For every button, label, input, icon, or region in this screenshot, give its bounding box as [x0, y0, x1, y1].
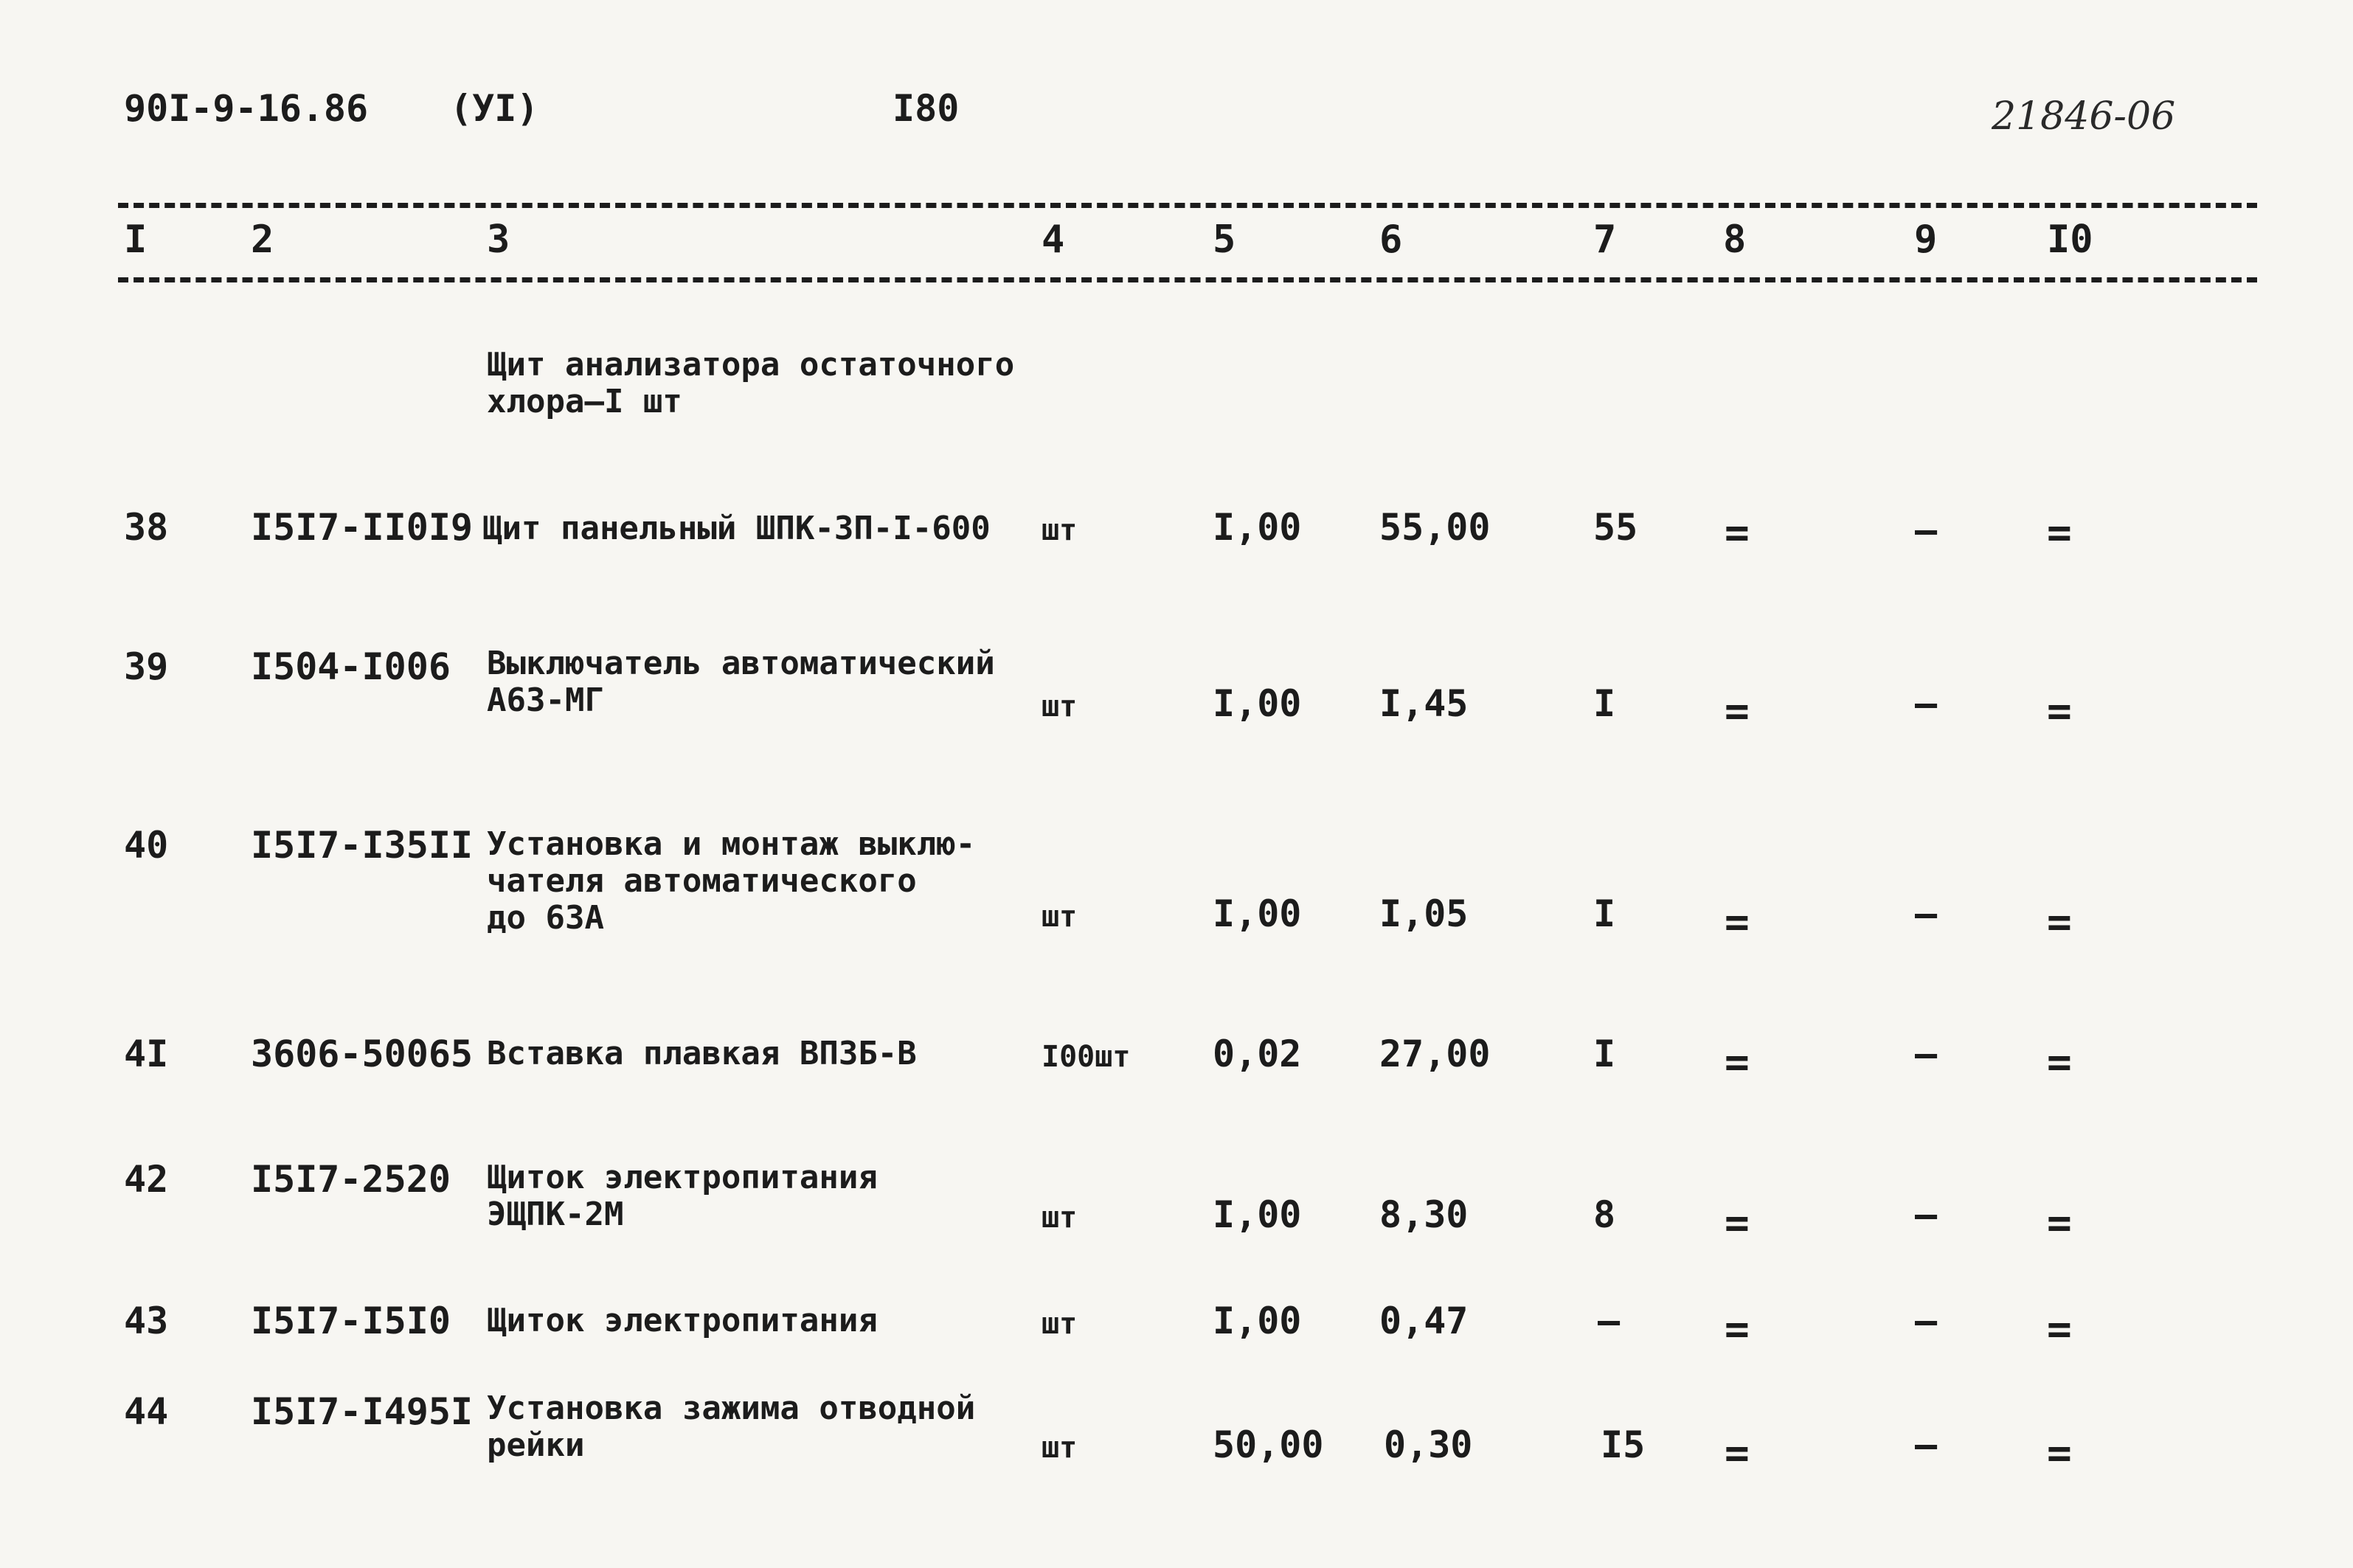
item-name: Щиток электропитания	[487, 1302, 878, 1339]
column-number-6: 6	[1379, 218, 1403, 262]
column-8-mark: =	[1725, 898, 1750, 946]
item-total: I	[1593, 892, 1616, 935]
item-code: I5I7-I495I	[251, 1390, 474, 1433]
item-quantity: 0,02	[1213, 1033, 1302, 1075]
column-8-mark: =	[1725, 1038, 1750, 1086]
header-top-rule	[118, 203, 2257, 208]
item-total: I	[1593, 682, 1616, 725]
column-8-mark: =	[1725, 1199, 1750, 1247]
document-code: 90I-9-16.86	[124, 87, 369, 130]
item-price: 55,00	[1379, 506, 1491, 549]
item-quantity: I,00	[1213, 682, 1302, 725]
item-name: Щиток электропитания ЭЩПК-2М	[487, 1159, 878, 1233]
document-part: (УI)	[450, 87, 539, 130]
item-price: 0,30	[1384, 1423, 1473, 1466]
column-number-7: 7	[1593, 218, 1617, 262]
item-code: I5I7-2520	[251, 1158, 451, 1201]
item-quantity: I,00	[1213, 1193, 1302, 1236]
column-number-2: 2	[251, 218, 274, 262]
row-number: 39	[124, 645, 169, 688]
column-8-mark: =	[1725, 509, 1750, 557]
column-8-mark: =	[1725, 1305, 1750, 1353]
item-name: Щит панельный ШПК-ЗП-I-600	[482, 510, 991, 547]
page-number: I80	[893, 87, 960, 130]
item-name: Выключатель автоматический А63-МГ	[487, 645, 995, 719]
section-title: Щит анализатора остаточного хлора–I шт	[487, 346, 1015, 420]
item-unit: I00шт	[1042, 1040, 1131, 1074]
column-number-1: I	[124, 218, 148, 262]
column-10-mark: =	[2047, 898, 2072, 946]
item-code: I5I7-I35II	[251, 824, 474, 867]
column-10-mark: =	[2047, 1199, 2072, 1247]
column-number-8: 8	[1723, 218, 1747, 262]
item-code: I504-I006	[251, 645, 451, 688]
item-total: –	[1598, 1300, 1621, 1342]
row-number: 43	[124, 1300, 169, 1342]
column-9-mark: –	[1915, 1300, 1938, 1342]
row-number: 40	[124, 824, 169, 867]
item-total: I	[1593, 1033, 1616, 1075]
item-total: 8	[1593, 1193, 1616, 1236]
column-10-mark: =	[2047, 1429, 2072, 1477]
header-bottom-rule	[118, 277, 2257, 282]
column-9-mark: –	[1915, 1193, 1938, 1236]
column-10-mark: =	[2047, 1038, 2072, 1086]
item-price: I,45	[1379, 682, 1469, 725]
column-number-5: 5	[1213, 218, 1236, 262]
item-name: Вставка плавкая ВП3Б-В	[487, 1035, 917, 1072]
column-8-mark: =	[1725, 687, 1750, 735]
row-number: 4I	[124, 1033, 169, 1075]
item-price: I,05	[1379, 892, 1469, 935]
column-8-mark: =	[1725, 1429, 1750, 1477]
item-unit: шт	[1042, 1431, 1078, 1465]
item-unit: шт	[1042, 900, 1078, 934]
column-number-3: 3	[487, 218, 510, 262]
item-unit: шт	[1042, 1201, 1078, 1235]
column-9-mark: –	[1915, 1423, 1938, 1466]
row-number: 44	[124, 1390, 169, 1433]
item-unit: шт	[1042, 690, 1078, 724]
item-quantity: I,00	[1213, 1300, 1302, 1342]
row-number: 38	[124, 506, 169, 549]
column-number-4: 4	[1042, 218, 1065, 262]
item-quantity: 50,00	[1213, 1423, 1324, 1466]
item-total: 55	[1593, 506, 1638, 549]
item-quantity: I,00	[1213, 892, 1302, 935]
item-price: 0,47	[1379, 1300, 1469, 1342]
column-number-10: I0	[2047, 218, 2093, 262]
column-10-mark: =	[2047, 509, 2072, 557]
column-10-mark: =	[2047, 1305, 2072, 1353]
column-9-mark: –	[1915, 682, 1938, 725]
column-9-mark: –	[1915, 509, 1938, 552]
item-quantity: I,00	[1213, 506, 1302, 549]
item-name: Установка зажима отводной рейки	[487, 1390, 976, 1464]
inventory-number: 21846-06	[1992, 94, 2176, 139]
column-number-9: 9	[1914, 218, 1938, 262]
item-total: I5	[1601, 1423, 1646, 1466]
item-code: I5I7-II0I9	[251, 506, 474, 549]
item-price: 8,30	[1379, 1193, 1469, 1236]
column-9-mark: –	[1915, 892, 1938, 935]
item-price: 27,00	[1379, 1033, 1491, 1075]
row-number: 42	[124, 1158, 169, 1201]
column-10-mark: =	[2047, 687, 2072, 735]
column-9-mark: –	[1915, 1033, 1938, 1075]
item-code: I5I7-I5I0	[251, 1300, 451, 1342]
item-unit: шт	[1042, 513, 1078, 547]
item-code: 3606-50065	[251, 1033, 474, 1075]
item-unit: шт	[1042, 1307, 1078, 1341]
item-name: Установка и монтаж выклю- чателя автоматического до 63А	[487, 825, 976, 937]
